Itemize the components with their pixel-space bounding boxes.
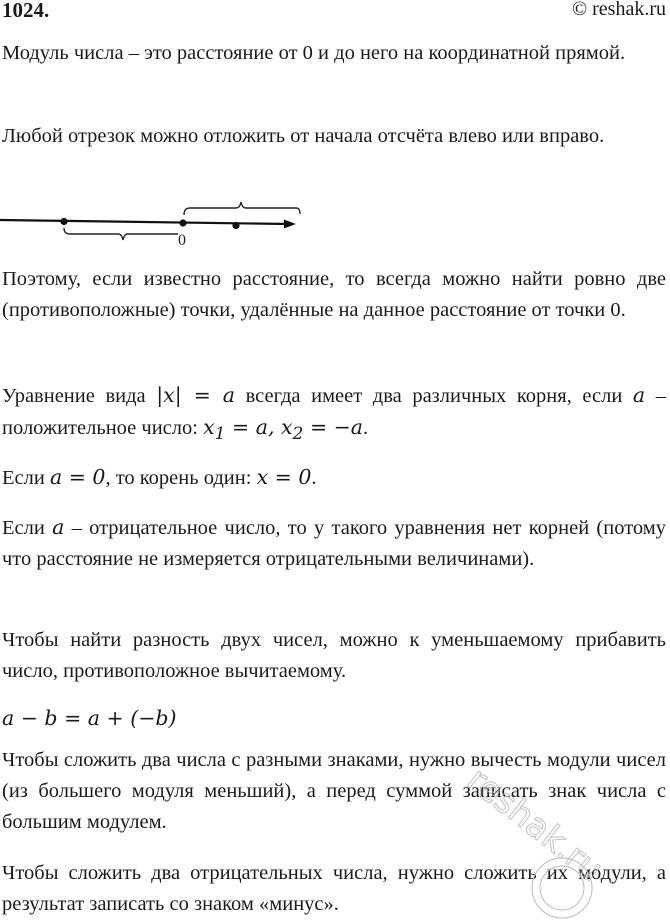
text-equation-intro: Уравнение вида: [2, 385, 157, 407]
math-abs-x-eq-a: |x| = a: [156, 383, 235, 407]
paragraph-different-signs-rule: Чтобы сложить два числа с разными знаками, нужно вычесть модули чисел (из большего модуля меньший), а перед суммой записать знак числа с большим модулем.: [2, 749, 666, 833]
paragraph-equation-roots: Уравнение вида |x| = a всегда имеет два различных корня, если a – положительное число: $x_1 = a$, $x_2 = -a$.: [2, 383, 667, 445]
paragraph-two-points: Поэтому, если известно расстояние, то всегда можно найти ровно две (противоположные) точки, удалённые на данное расстояние от точки 0.: [2, 268, 666, 321]
math-roots: $x_1 = a$, $x_2 = -a$: [203, 415, 364, 445]
paragraph-difference-rule: Чтобы найти разность двух чисел, можно к уменьшаемому прибавить число, противоположное вычитаемому.: [2, 629, 666, 682]
point-left: [60, 218, 67, 225]
brace-right: [184, 202, 300, 215]
point-right: [232, 222, 239, 229]
number-line-axis: [0, 220, 288, 224]
page-header: [0, 0, 670, 24]
axis-arrow-icon: [284, 220, 296, 229]
origin-label: 0: [178, 232, 186, 249]
number-line-diagram: [0, 192, 310, 252]
site-credit: © reshak.ru: [571, 0, 666, 20]
paragraph-negative-case: Если a – отрицательное число, то у такого уравнения нет корней (потому что расстояние не измеряется отрицательными величинами).: [2, 515, 666, 570]
paragraph-negative-sum-rule: Чтобы сложить два отрицательных числа, нужно сложить их модули, а результат записать со знаком «минус».: [2, 862, 666, 915]
problem-number: 1024.: [2, 0, 50, 22]
paragraph-zero-case: Если a = 0, то корень один: x = 0.: [2, 465, 317, 489]
formula-difference: a − b = a + (−b): [2, 706, 177, 730]
paragraph-segment-direction: Любой отрезок можно отложить от начала отсчёта влево или вправо.: [2, 125, 605, 147]
brace-left: [64, 228, 178, 240]
paragraph-modulus-definition: Модуль числа – это расстояние от 0 и до него на координатной прямой.: [2, 42, 626, 64]
point-origin: [179, 219, 186, 226]
watermark-text: reshak.ru: [459, 759, 611, 890]
